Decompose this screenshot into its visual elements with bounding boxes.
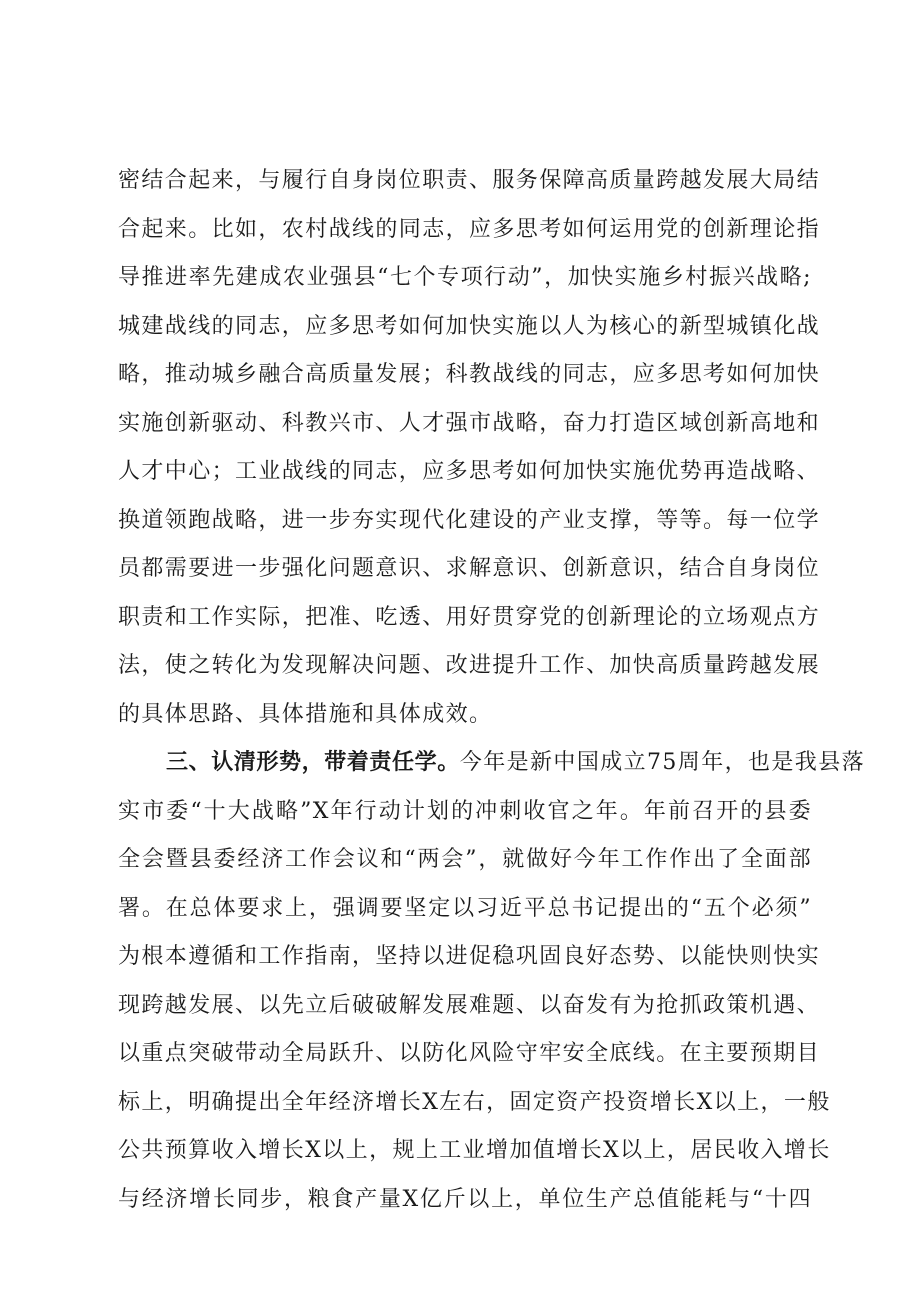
- paragraph-line: 现跨越发展、以先立后破破解发展难题、以奋发有为抢抓政策机遇、: [118, 992, 821, 1018]
- section-heading: 三、认清形势，带着责任学。: [166, 750, 460, 775]
- paragraph-2: [118, 739, 866, 1224]
- document-body: [118, 157, 866, 1224]
- paragraph-line: 略，推动城乡融合高质量发展；科教战线的同志，应多思考如何加快: [118, 362, 821, 387]
- paragraph-line: 标上，明确提出全年经济增长X左右，固定资产投资增长X以上，一般: [118, 1089, 831, 1115]
- paragraph-first-line: [118, 739, 866, 788]
- paragraph-line: 与经济增长同步，粮食产量X亿斤以上，单位生产总值能耗与“十四: [118, 1186, 812, 1212]
- paragraph-line: 署。在总体要求上，强调要坚定以习近平总书记提出的“五个必须”: [118, 895, 812, 921]
- paragraph-1: [118, 157, 821, 739]
- paragraph-line: 全会暨县委经济工作会议和“两会”，就做好今年工作作出了全面部: [118, 847, 812, 872]
- paragraph-line: 实施创新驱动、科教兴市、人才强市战略，奋力打造区域创新高地和: [118, 410, 821, 436]
- paragraph-line: 为根本遵循和工作指南，坚持以进促稳巩固良好态势、以能快则快实: [118, 944, 821, 969]
- paragraph-line: 实市委“十大战略”X年行动计划的冲刺收官之年。年前召开的县委: [118, 798, 812, 824]
- paragraph-line: 的具体思路、具体措施和具体成效。: [118, 701, 493, 727]
- paragraph-line: 换道领跑战略，进一步夯实现代化建设的产业支撑，等等。每一位学: [118, 507, 821, 533]
- paragraph-line: 以重点突破带动全局跃升、以防化风险守牢安全底线。在主要预期目: [118, 1041, 821, 1066]
- paragraph-line: 导推进率先建成农业强县“七个专项行动”，加快实施乡村振兴战略;: [118, 265, 812, 290]
- paragraph-text: 今年是新中国成立75周年，也是我县落: [459, 750, 866, 775]
- paragraph-line: 职责和工作实际，把准、吃透、用好贯穿党的创新理论的立场观点方: [118, 604, 821, 630]
- paragraph-line: 员都需要进一步强化问题意识、求解意识、创新意识，结合自身岗位: [118, 556, 821, 581]
- paragraph-line: 法，使之转化为发现解决问题、改进提升工作、加快高质量跨越发展: [118, 653, 821, 678]
- paragraph-line: 密结合起来，与履行自身岗位职责、服务保障高质量跨越发展大局结: [118, 168, 821, 193]
- paragraph-line: 城建战线的同志，应多思考如何加快实施以人为核心的新型城镇化战: [118, 313, 821, 339]
- paragraph-line: 合起来。比如，农村战线的同志，应多思考如何运用党的创新理论指: [118, 216, 821, 242]
- paragraph-line: 公共预算收入增长X以上，规上工业增加值增长X以上，居民收入增长: [118, 1138, 831, 1163]
- paragraph-line: 人才中心；工业战线的同志，应多思考如何加快实施优势再造战略、: [118, 459, 821, 484]
